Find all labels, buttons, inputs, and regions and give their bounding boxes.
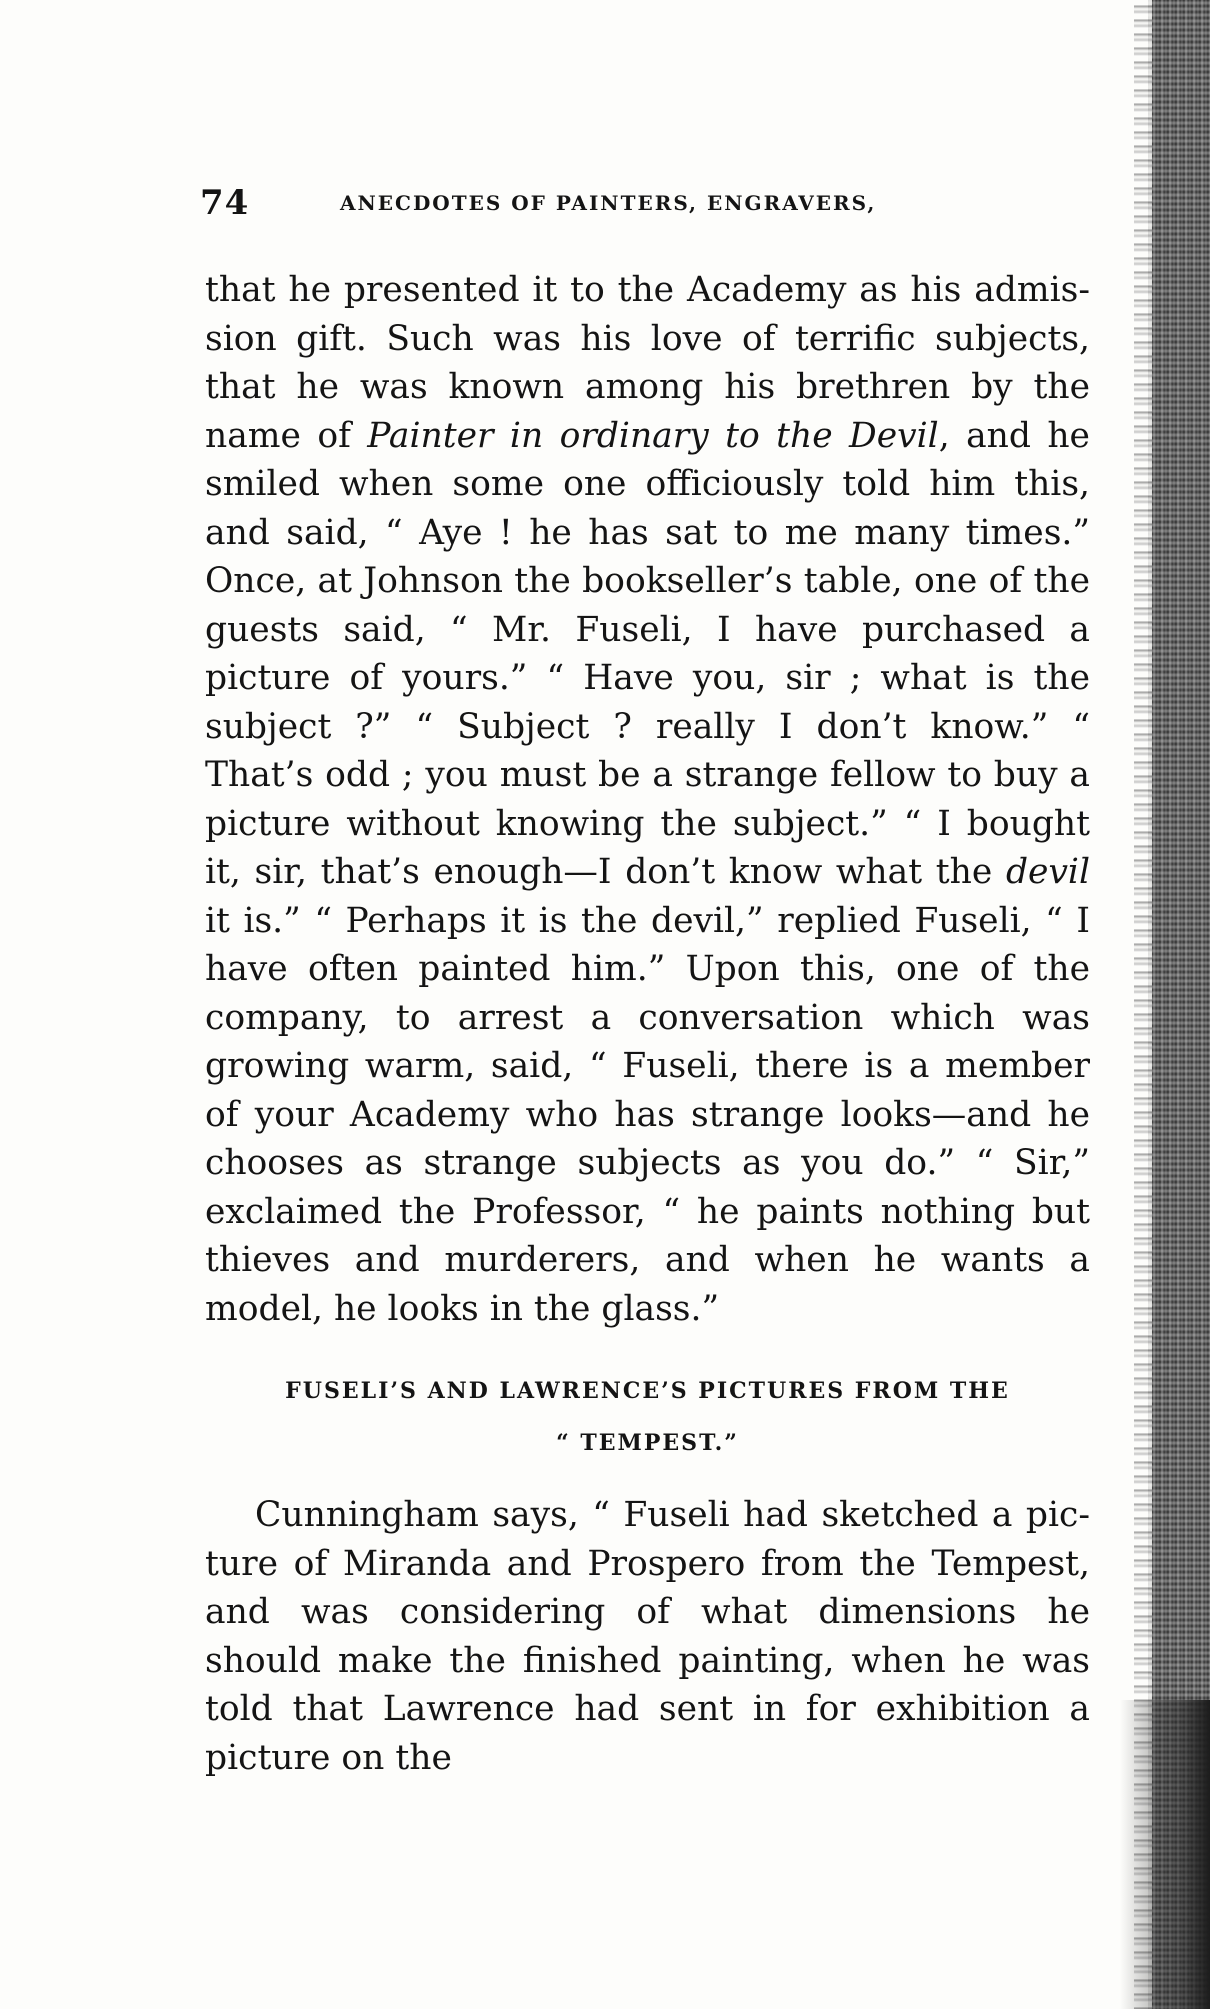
paragraph-1-italic-1: Painter in ordinary to the Devil <box>367 415 939 456</box>
running-head <box>200 183 960 223</box>
scanned-page-edge-shadow <box>1120 1700 1210 2009</box>
body-paragraph-2 <box>205 1491 1090 1782</box>
body-paragraph-1 <box>205 266 1090 1333</box>
paragraph-1-text-1: that he presented it to the Academy as his admission gift. Such was his love of terrific subjects, that he was known among his brethren by the name of <box>205 270 1090 456</box>
paragraph-text <box>205 266 1090 1333</box>
section-heading-line-2: “ TEMPEST.” <box>556 1430 739 1456</box>
running-head-title: ANECDOTES OF PAINTERS, ENGRAVERS, <box>340 191 877 215</box>
page-number: 74 <box>200 183 250 223</box>
paragraph-1-text-2: , and he smiled when some one officiously told him this, and said, “ Aye ! he has sat to me many times.” Once, at Johnson the bookseller’s table, one of the guests said, “ Mr. Fuseli, I have purchased a picture of yours.” “ Have you, sir ; what is the subject ?” “ Subject ? really I don’t know.” “ That’s odd ; you must be a strange fellow to buy a picture without knowing the subject.” “ I bought it, sir, that’s enough—I don’t know what the <box>205 415 1090 892</box>
paragraph-1-text-3: it is.” “ Perhaps it is the devil,” replied Fuseli, “ I have often painted him.” Upon this, one of the company, to arrest a conversation which was growing warm, said, “ Fuseli, there is a member of your Academy who has strange looks—and he chooses as strange subjects as you do.” “ Sir,” exclaimed the Professor, “ he paints nothing but thieves and murderers, and when he wants a model, he looks in the glass.” <box>205 900 1090 1329</box>
paragraph-2-text: Cunningham says, “ Fuseli had sketched a picture of Miranda and Prospero from the Tempest, and was considering of what dimensions he should make the finished painting, when he was told that Lawrence had sent in for exhibition a picture on the <box>205 1495 1090 1778</box>
section-heading-line-1: FUSELI’S AND LAWRENCE’S PICTURES FROM THE <box>285 1378 1010 1404</box>
paragraph-1-italic-2: devil <box>1005 852 1090 892</box>
